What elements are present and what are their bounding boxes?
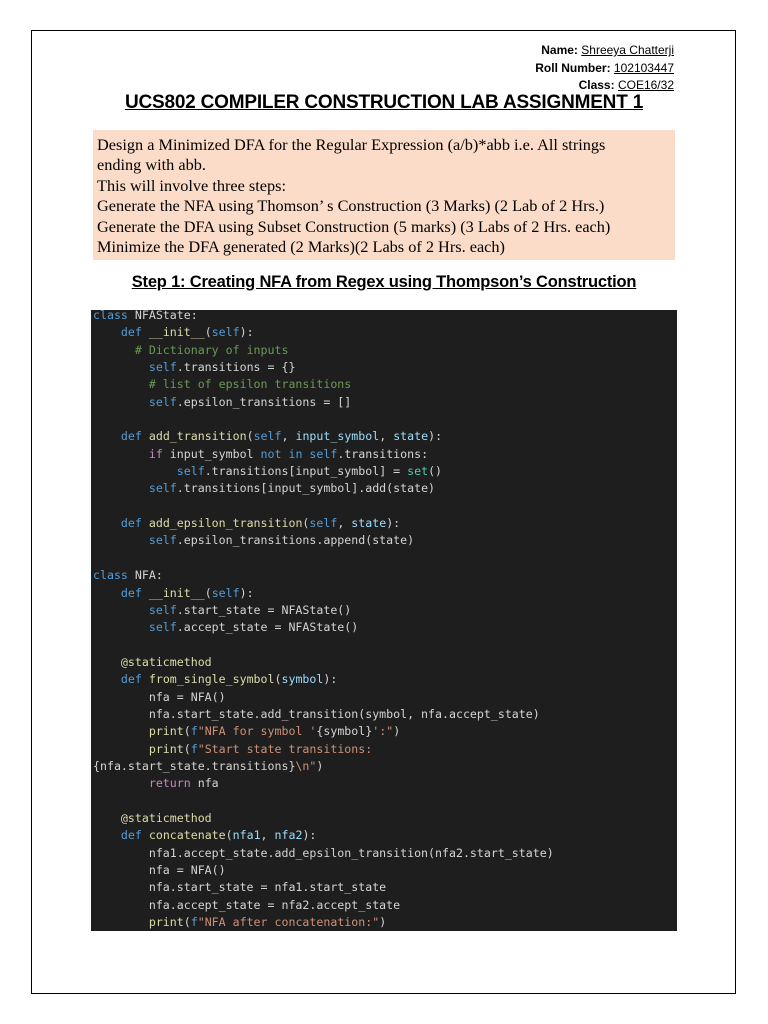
code-token <box>93 377 149 391</box>
code-token: self <box>211 325 240 340</box>
code-token: @staticmethod <box>120 654 212 669</box>
code-token: add_transition <box>148 429 247 444</box>
code-line <box>93 532 677 549</box>
code-token: nfa2 <box>274 828 303 843</box>
student-info <box>535 42 674 95</box>
code-token: f <box>190 724 198 739</box>
code-token <box>142 586 149 600</box>
code-line <box>93 463 677 480</box>
code-token: # list of epsilon transitions <box>148 377 352 392</box>
code-line <box>93 741 677 758</box>
class-value: COE16/32 <box>617 78 674 92</box>
code-line <box>93 793 677 810</box>
code-token: ( <box>204 325 212 340</box>
code-token: NFA: <box>127 568 163 583</box>
code-line <box>93 775 677 792</box>
code-line <box>93 585 677 602</box>
code-token: .transitions[input_symbol].add(state) <box>176 481 436 496</box>
code-token: () <box>428 464 443 479</box>
code-line <box>93 845 677 862</box>
code-token: "Start state transitions: <box>197 741 373 756</box>
code-token: def <box>120 828 142 843</box>
code-token: ): <box>302 828 317 843</box>
code-line <box>93 914 677 931</box>
code-token <box>93 464 177 478</box>
code-token: if <box>148 446 163 461</box>
code-token: self <box>309 446 338 461</box>
code-token: ) <box>316 758 324 773</box>
code-token: state <box>351 516 387 531</box>
code-token <box>93 811 121 825</box>
code-line <box>93 550 677 567</box>
code-token: ): <box>323 672 338 687</box>
code-token <box>93 586 121 600</box>
code-line <box>93 619 677 636</box>
code-token: ( <box>225 828 233 843</box>
code-token: print <box>148 741 184 756</box>
code-token: return <box>148 776 191 791</box>
code-token: print <box>148 724 184 739</box>
code-token: from_single_symbol <box>148 672 275 687</box>
code-token: nfa1 <box>232 828 261 843</box>
task-line: Generate the NFA using Thomson’ s Construction (3 Marks) (2 Lab of 2 Hrs.) <box>97 196 605 216</box>
code-line <box>93 411 677 428</box>
code-token: self <box>148 620 177 635</box>
code-token: class <box>93 310 128 322</box>
code-token: {nfa.start_state.transitions} <box>93 758 296 773</box>
code-line <box>93 394 677 411</box>
code-token: "NFA after concatenation:" <box>197 915 380 930</box>
code-token <box>93 672 121 686</box>
code-line <box>93 567 677 584</box>
code-token <box>93 447 149 461</box>
code-token: state <box>393 429 429 444</box>
code-token: ) <box>379 915 387 930</box>
code-line <box>93 602 677 619</box>
code-token: , <box>281 429 296 444</box>
code-token: , <box>379 429 394 444</box>
code-token: @staticmethod <box>120 810 212 825</box>
code-token: concatenate <box>148 828 226 843</box>
name-row <box>535 42 674 60</box>
code-token: .transitions: <box>337 446 429 461</box>
code-token <box>142 516 149 530</box>
code-line <box>93 376 677 393</box>
task-description <box>93 130 675 260</box>
code-token: __init__ <box>148 325 205 340</box>
code-token: ( <box>183 724 191 739</box>
code-token: .epsilon_transitions.append(state) <box>176 533 415 548</box>
code-line <box>93 446 677 463</box>
code-token <box>93 343 135 357</box>
code-token <box>93 395 149 409</box>
code-token: nfa = NFA() <box>93 689 226 704</box>
code-token: "NFA for symbol ' <box>197 724 317 739</box>
code-token <box>142 429 149 443</box>
code-token: {symbol} <box>316 724 373 739</box>
task-line: This will involve three steps: <box>97 175 287 195</box>
code-line <box>93 862 677 879</box>
code-token: , <box>260 828 275 843</box>
code-token: set <box>407 464 429 479</box>
code-token: ( <box>183 915 191 930</box>
code-token: self <box>309 516 338 531</box>
code-token: .epsilon_transitions = [] <box>176 394 352 409</box>
code-token <box>93 915 149 929</box>
code-token: input_symbol <box>162 446 261 461</box>
code-token: nfa.start_state = nfa1.start_state <box>93 880 387 895</box>
code-line <box>93 359 677 376</box>
code-token: not in <box>260 446 303 461</box>
code-block <box>91 310 677 931</box>
code-token <box>93 828 121 842</box>
code-line <box>93 498 677 515</box>
code-token <box>93 742 149 756</box>
code-token: class <box>93 568 128 583</box>
class-label: Class: <box>578 78 615 92</box>
code-token: ( <box>246 429 254 444</box>
code-token <box>93 655 121 669</box>
code-token: f <box>190 741 198 756</box>
code-token: self <box>148 481 177 496</box>
code-line <box>93 324 677 341</box>
code-token: ( <box>204 585 212 600</box>
code-line <box>93 827 677 844</box>
code-token: .start_state = NFAState() <box>176 602 352 617</box>
code-token: ): <box>386 516 401 531</box>
code-token <box>93 516 121 530</box>
code-line <box>93 723 677 740</box>
code-line <box>93 671 677 688</box>
code-token: ( <box>302 516 310 531</box>
code-token: def <box>120 325 142 340</box>
code-token <box>93 776 149 790</box>
task-line: Generate the DFA using Subset Construction (5 marks) (3 Labs of 2 Hrs. each) <box>97 216 611 236</box>
code-token: ( <box>183 741 191 756</box>
code-token: # Dictionary of inputs <box>134 342 289 357</box>
code-token: def <box>120 585 142 600</box>
code-token: nfa.start_state.add_transition(symbol, nfa.accept_state) <box>93 706 540 721</box>
code-token: .accept_state = NFAState() <box>176 620 359 635</box>
code-line <box>93 758 677 775</box>
code-token: nfa.accept_state = nfa2.accept_state <box>93 897 401 912</box>
roll-label: Roll Number: <box>535 60 611 75</box>
code-token <box>93 325 121 339</box>
code-token: ): <box>239 325 254 340</box>
code-token: symbol <box>281 672 324 687</box>
code-line <box>93 515 677 532</box>
step-heading: Step 1: Creating NFA from Regex using Thompson’s Construction <box>131 273 637 291</box>
code-token <box>93 481 149 495</box>
code-token: ): <box>428 429 443 444</box>
code-token: , <box>337 516 352 531</box>
code-token: NFAState: <box>127 310 198 322</box>
code-line <box>93 810 677 827</box>
code-line <box>93 689 677 706</box>
code-line <box>93 706 677 723</box>
code-token: self <box>253 429 282 444</box>
roll-row <box>535 60 674 78</box>
code-line <box>93 897 677 914</box>
code-token: self <box>148 360 177 375</box>
code-token <box>93 620 149 634</box>
code-token <box>93 603 149 617</box>
code-token <box>142 828 149 842</box>
code-token <box>93 533 149 547</box>
roll-value: 102103447 <box>613 60 674 75</box>
code-token <box>93 724 149 738</box>
code-line <box>93 428 677 445</box>
code-token: __init__ <box>148 585 205 600</box>
code-line <box>93 654 677 671</box>
code-token: def <box>120 516 142 531</box>
page-title: UCS802 COMPILER CONSTRUCTION LAB ASSIGNMENT 1 <box>124 92 644 113</box>
code-token: self <box>148 602 177 617</box>
task-line: Minimize the DFA generated (2 Marks)(2 Labs of 2 Hrs. each) <box>97 237 505 257</box>
code-token: ) <box>393 724 401 739</box>
code-line <box>93 342 677 359</box>
code-line <box>93 879 677 896</box>
code-token: .transitions = {} <box>176 360 296 375</box>
code-line <box>93 637 677 654</box>
code-token: f <box>190 915 198 930</box>
code-token: ( <box>274 672 282 687</box>
code-token <box>142 672 149 686</box>
code-token: self <box>211 585 240 600</box>
code-token: input_symbol <box>295 429 380 444</box>
code-line <box>93 310 677 324</box>
code-token: def <box>120 429 142 444</box>
task-line: Design a Minimized DFA for the Regular Expression (a/b)*abb i.e. All strings <box>97 135 606 154</box>
name-label: Name: <box>541 43 578 57</box>
code-token: self <box>176 464 205 479</box>
code-token: def <box>120 672 142 687</box>
code-token: self <box>148 394 177 409</box>
code-line <box>93 480 677 497</box>
code-token: print <box>148 915 184 930</box>
code-token <box>93 360 149 374</box>
task-line: ending with abb. <box>97 155 206 175</box>
code-token: .transitions[input_symbol] = <box>204 464 408 479</box>
code-token <box>142 325 149 339</box>
code-token <box>93 429 121 443</box>
code-token: add_epsilon_transition <box>148 516 303 531</box>
code-token: ): <box>239 585 254 600</box>
code-token: \n" <box>295 758 317 773</box>
code-token: self <box>148 533 177 548</box>
code-token: nfa <box>190 776 219 791</box>
code-token: nfa1.accept_state.add_epsilon_transition(nfa2.start_state) <box>93 845 554 860</box>
name-value: Shreeya Chatterji <box>581 43 674 57</box>
code-token: nfa = NFA() <box>93 863 226 877</box>
code-token: ':" <box>372 724 394 739</box>
